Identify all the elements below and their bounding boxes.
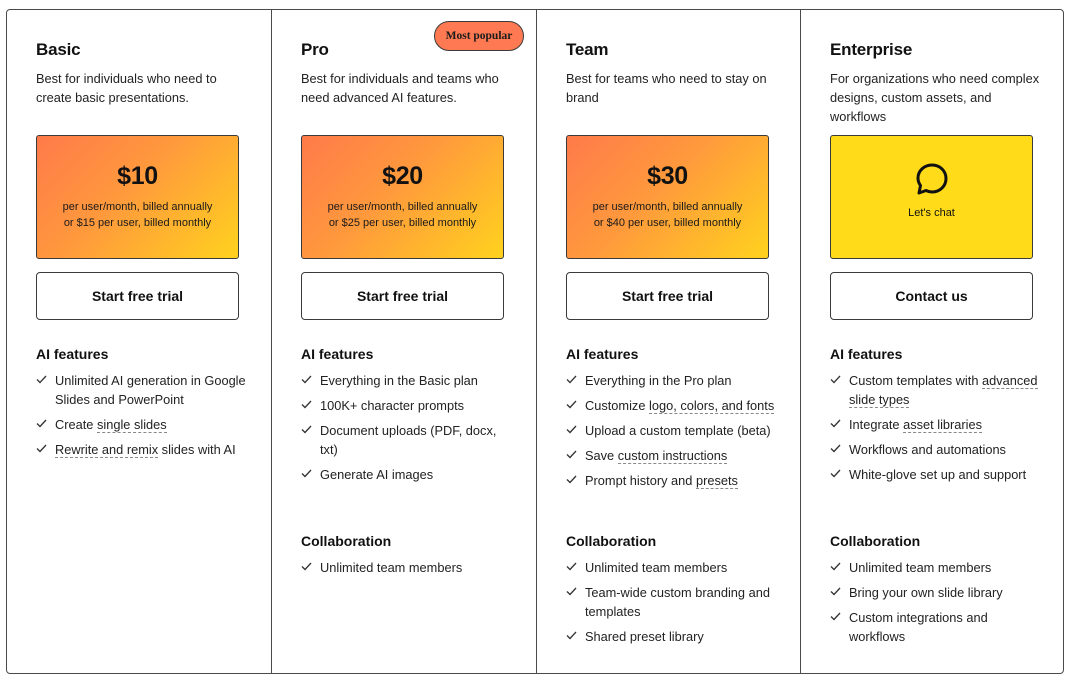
- price-note: [567, 199, 768, 231]
- price-note: [302, 199, 503, 231]
- start-free-trial-button[interactable]: Start free trial: [566, 272, 769, 320]
- feature-item: [566, 471, 776, 490]
- feature-text: 100K+ character prompts: [320, 398, 465, 413]
- price-note-annual: per user/month, billed annually: [592, 201, 743, 213]
- price-box: [566, 135, 769, 259]
- checkmark-icon: [830, 469, 841, 478]
- checkmark-icon: [566, 587, 577, 596]
- ai-features-list: [36, 371, 246, 465]
- checkmark-icon: [36, 444, 47, 453]
- feature-item: [830, 440, 1040, 459]
- feature-item: [566, 421, 776, 440]
- contact-us-button[interactable]: Contact us: [830, 272, 1033, 320]
- start-free-trial-button[interactable]: Start free trial: [301, 272, 504, 320]
- checkmark-icon: [301, 469, 312, 478]
- feature-item: [566, 627, 776, 646]
- feature-item: [830, 465, 1040, 484]
- feature-text: Shared preset library: [585, 629, 704, 644]
- feature-item: [301, 558, 511, 577]
- feature-item: [36, 415, 246, 434]
- feature-item: [301, 371, 511, 390]
- plan-name: Team: [566, 40, 609, 59]
- checkmark-icon: [830, 419, 841, 428]
- plan-card-enterprise: [800, 10, 1064, 673]
- checkmark-icon: [566, 631, 577, 640]
- collaboration-list: [830, 558, 1040, 652]
- feature-text: Team-wide custom branding and templates: [585, 585, 770, 619]
- feature-text: Generate AI images: [320, 467, 434, 482]
- feature-item: [566, 583, 776, 621]
- feature-text: Unlimited team members: [849, 560, 992, 575]
- most-popular-badge: Most popular: [434, 21, 524, 51]
- feature-item: [830, 371, 1040, 409]
- price-note-annual: per user/month, billed annually: [62, 201, 213, 213]
- checkmark-icon: [566, 475, 577, 484]
- price-note-monthly: or $25 per user, billed monthly: [328, 217, 477, 229]
- price: $10: [117, 162, 158, 190]
- collaboration-title: Collaboration: [566, 533, 657, 549]
- plan-description: Best for teams who need to stay on brand: [566, 71, 767, 105]
- feature-item: [566, 446, 776, 465]
- collaboration-title: Collaboration: [301, 533, 392, 549]
- feature-item: [566, 396, 776, 415]
- feature-item: [301, 396, 511, 415]
- feature-text: Custom templates with: [849, 373, 982, 388]
- feature-item: [36, 371, 246, 409]
- ai-features-title: AI features: [566, 346, 639, 362]
- feature-link[interactable]: logo, colors, and fonts: [649, 398, 775, 413]
- feature-text: White-glove set up and support: [849, 467, 1027, 482]
- price: $30: [647, 162, 688, 190]
- feature-text: Integrate: [849, 417, 904, 432]
- feature-item: [830, 415, 1040, 434]
- feature-text: slides with AI: [158, 442, 236, 457]
- checkmark-icon: [830, 587, 841, 596]
- checkmark-icon: [566, 562, 577, 571]
- feature-text: Unlimited team members: [585, 560, 728, 575]
- collaboration-list: [566, 558, 776, 652]
- checkmark-icon: [566, 400, 577, 409]
- feature-text: Unlimited team members: [320, 560, 463, 575]
- checkmark-icon: [301, 375, 312, 384]
- checkmark-icon: [36, 375, 47, 384]
- feature-text: Upload a custom template (beta): [585, 423, 771, 438]
- feature-text: Bring your own slide library: [849, 585, 1003, 600]
- feature-item: [830, 583, 1040, 602]
- feature-item: [566, 558, 776, 577]
- plan-name: Basic: [36, 40, 81, 59]
- checkmark-icon: [301, 425, 312, 434]
- price-note-annual: per user/month, billed annually: [327, 201, 478, 213]
- feature-text: Save: [585, 448, 618, 463]
- feature-text: Prompt history and: [585, 473, 696, 488]
- plan-card-team: [536, 10, 800, 673]
- feature-text: Everything in the Basic plan: [320, 373, 478, 388]
- collaboration-title: Collaboration: [830, 533, 921, 549]
- plan-name: Pro: [301, 40, 329, 59]
- feature-link[interactable]: asset libraries: [903, 417, 983, 432]
- feature-item: [36, 440, 246, 459]
- ai-features-title: AI features: [830, 346, 903, 362]
- price-note-monthly: or $15 per user, billed monthly: [63, 217, 212, 229]
- chat-label: Let's chat: [908, 207, 955, 219]
- feature-item: [830, 608, 1040, 646]
- pricing-table: [6, 9, 1064, 674]
- checkmark-icon: [566, 375, 577, 384]
- plan-name: Enterprise: [830, 40, 913, 59]
- ai-features-list: [830, 371, 1040, 490]
- feature-text: Everything in the Pro plan: [585, 373, 732, 388]
- ai-features-title: AI features: [36, 346, 109, 362]
- plan-card-pro: [271, 10, 535, 673]
- feature-link[interactable]: presets: [695, 473, 738, 488]
- feature-text: Unlimited AI generation in Google Slides and PowerPoint: [55, 373, 246, 407]
- price-box: [36, 135, 239, 259]
- feature-text: Customize: [585, 398, 650, 413]
- checkmark-icon: [830, 375, 841, 384]
- collaboration-list: [301, 558, 511, 583]
- feature-text: Create: [55, 417, 97, 432]
- checkmark-icon: [830, 562, 841, 571]
- price: $20: [382, 162, 423, 190]
- checkmark-icon: [301, 562, 312, 571]
- plan-card-basic: [7, 10, 271, 673]
- feature-text: Document uploads (PDF, docx, txt): [320, 423, 497, 457]
- price-box: [301, 135, 504, 259]
- feature-link[interactable]: single slides: [96, 417, 167, 432]
- checkmark-icon: [301, 400, 312, 409]
- plan-description: Best for individuals and teams who need advanced AI features.: [301, 71, 499, 105]
- feature-link[interactable]: custom instructions: [617, 448, 728, 463]
- ai-features-title: AI features: [301, 346, 374, 362]
- feature-item: [566, 371, 776, 390]
- feature-item: [301, 421, 511, 459]
- ai-features-list: [301, 371, 511, 490]
- checkmark-icon: [566, 450, 577, 459]
- checkmark-icon: [830, 612, 841, 621]
- checkmark-icon: [36, 419, 47, 428]
- feature-link[interactable]: Rewrite and remix: [55, 442, 159, 457]
- price-note-monthly: or $40 per user, billed monthly: [593, 217, 742, 229]
- price-note: [37, 199, 238, 231]
- feature-text: Workflows and automations: [849, 442, 1006, 457]
- plan-description: Best for individuals who need to create basic presentations.: [36, 71, 217, 105]
- feature-item: [830, 558, 1040, 577]
- feature-item: [301, 465, 511, 484]
- ai-features-list: [566, 371, 776, 496]
- feature-link[interactable]: advanced slide types: [849, 373, 1038, 407]
- checkmark-icon: [566, 425, 577, 434]
- chat-box[interactable]: [830, 135, 1033, 259]
- feature-text: Custom integrations and workflows: [849, 610, 988, 644]
- start-free-trial-button[interactable]: Start free trial: [36, 272, 239, 320]
- checkmark-icon: [830, 444, 841, 453]
- plan-description: For organizations who need complex designs, custom assets, and workflows: [830, 71, 1040, 124]
- chat-bubble-icon: [915, 162, 949, 201]
